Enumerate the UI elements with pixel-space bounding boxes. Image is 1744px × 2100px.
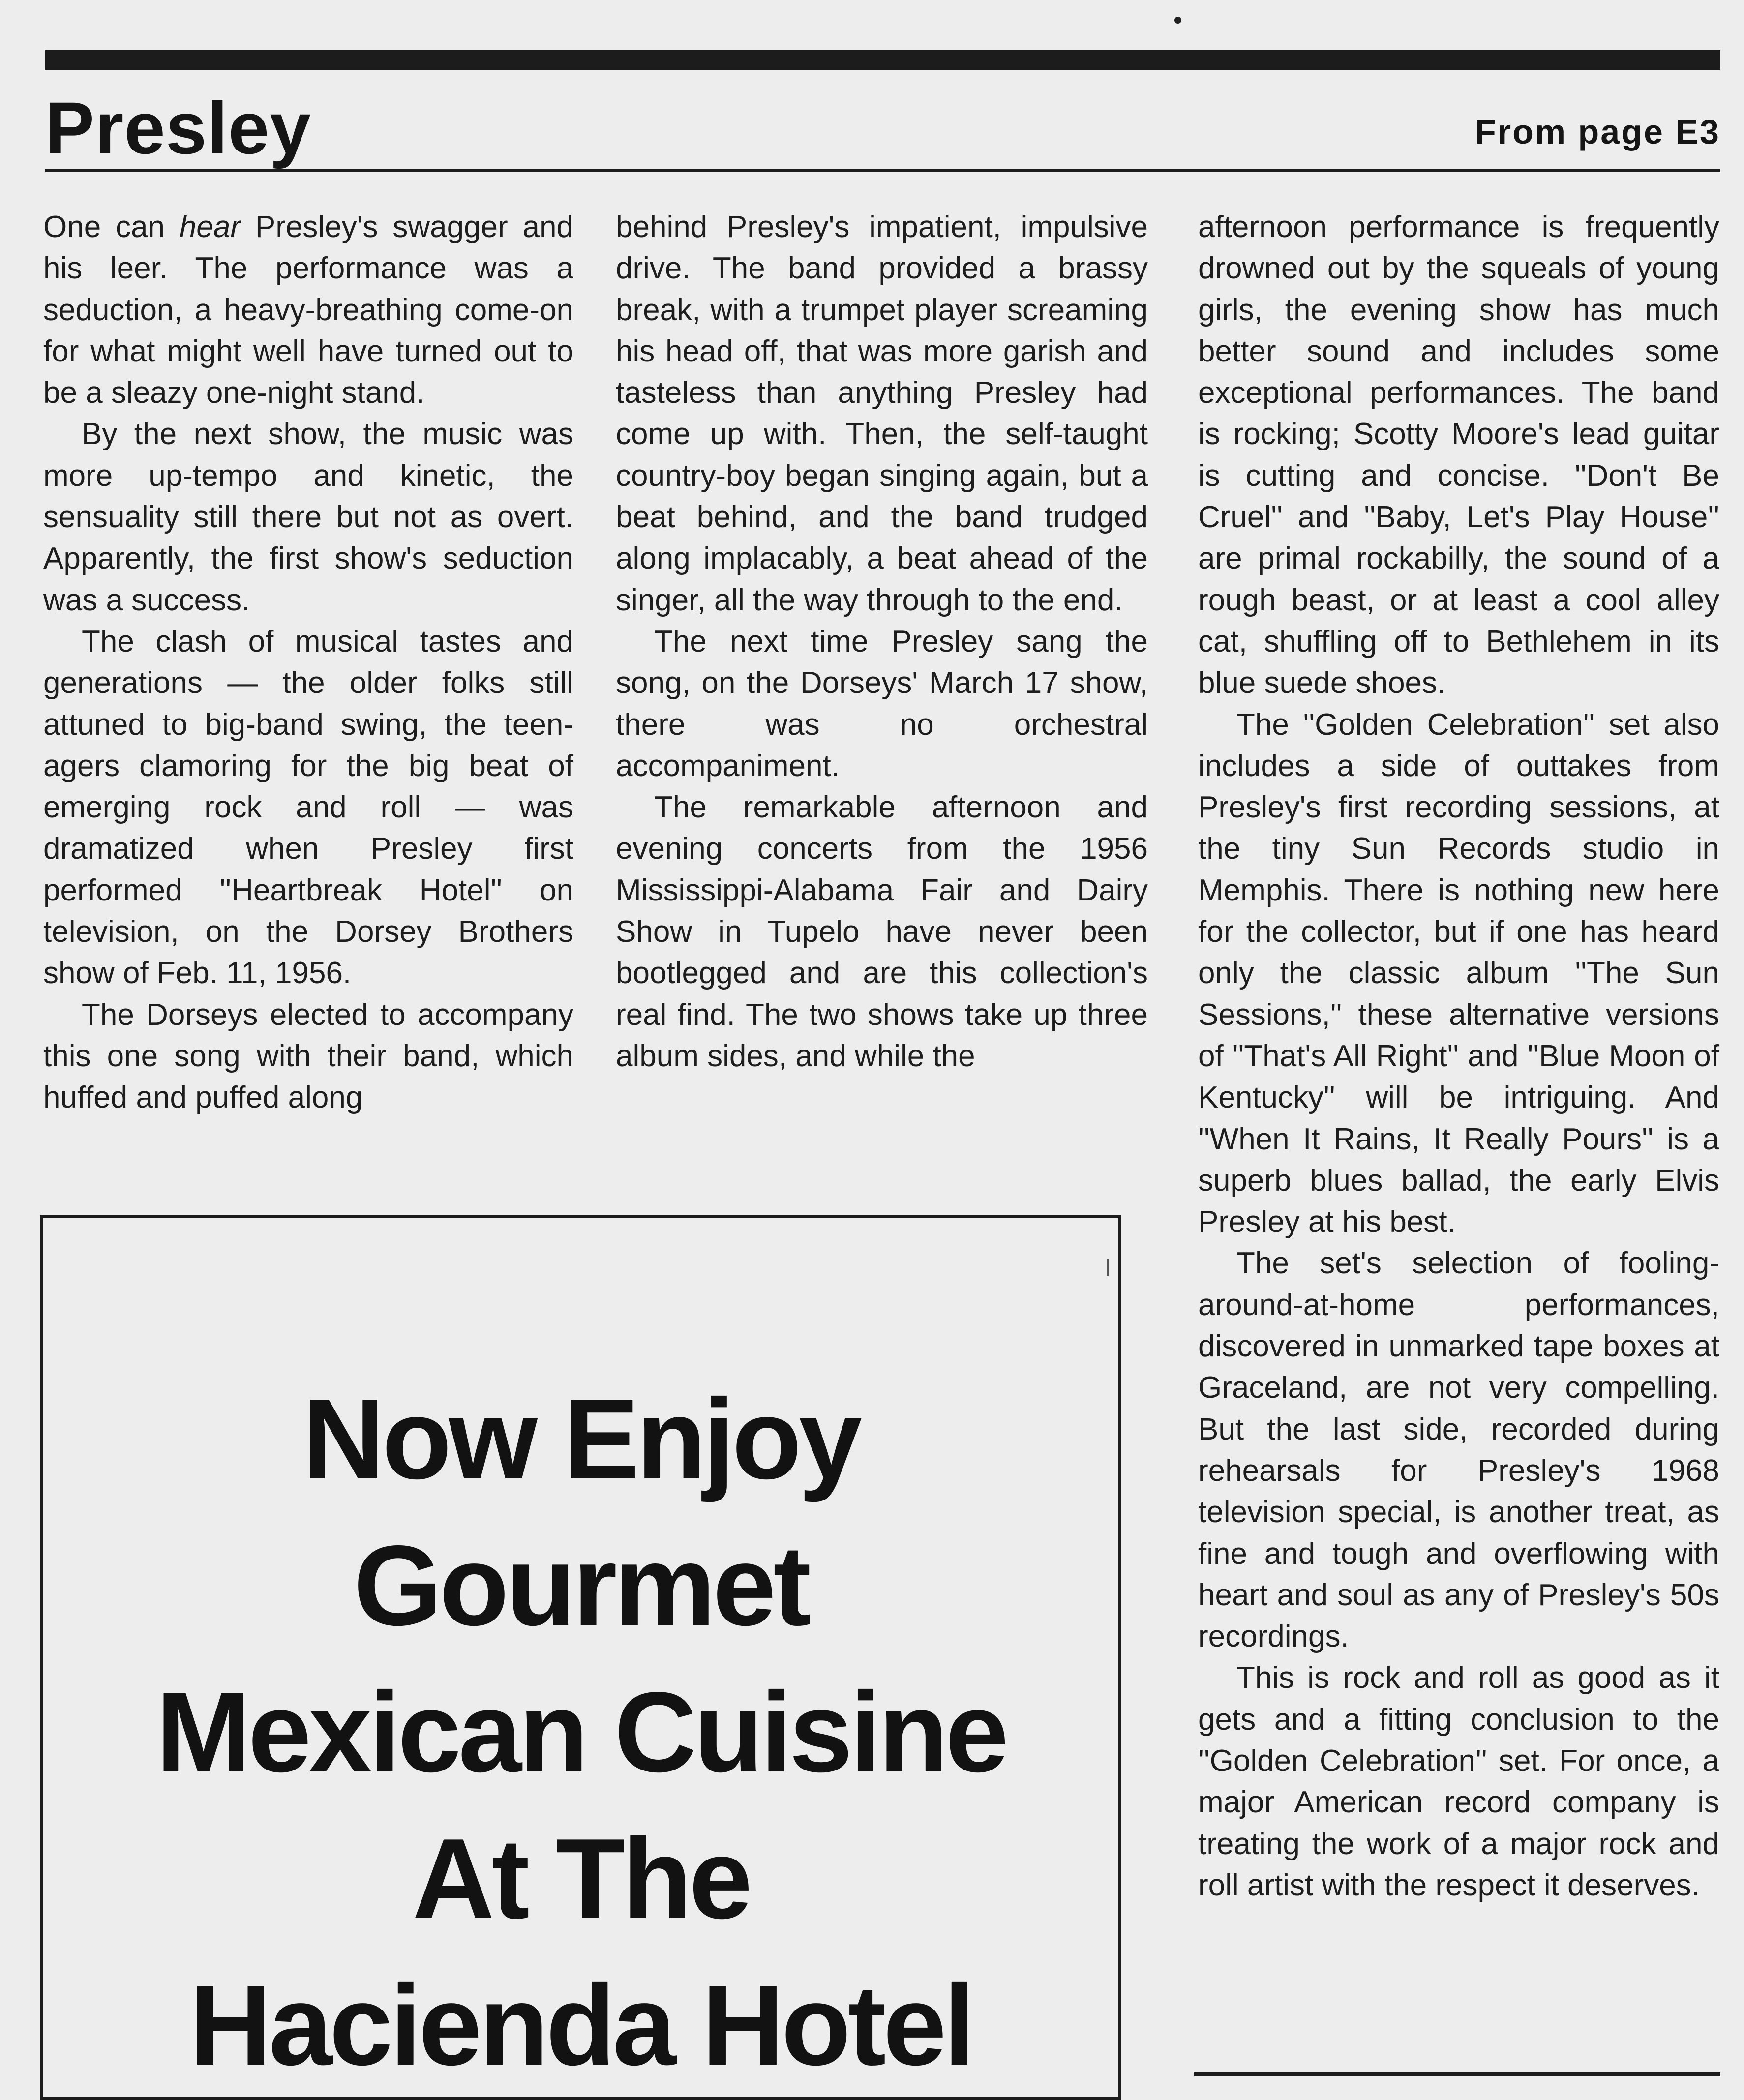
bottom-rule <box>1194 2072 1720 2076</box>
print-speck <box>1174 17 1181 24</box>
ad-line: Hacienda Hotel <box>189 1962 972 2089</box>
article-headline: Presley <box>45 87 311 169</box>
paragraph: By the next show, the music was more up-tempo and kinetic, the sensuality still there but not as overt. Apparently, the first show's seduction was a success. <box>43 417 573 617</box>
article-column-1 <box>43 207 573 1119</box>
ad-line: At The <box>412 1815 750 1943</box>
headline-rule <box>45 169 1720 172</box>
paragraph: behind Presley's impatient, impulsive drive. The band provided a brassy break, with a trumpet player screaming his head off, that was more garish and tasteless than anything Presley had come up with. Then, the self-taught country-boy began singing again, but a beat behind, and the band trudged along implacably, a beat ahead of the singer, all the way through to the end. <box>616 210 1148 617</box>
ad-line: Mexican Cuisine <box>156 1669 1006 1796</box>
paragraph: The Dorseys elected to accompany this one song with their band, which huffed and puffed along <box>43 997 573 1115</box>
jump-line: From page E3 <box>1475 113 1720 151</box>
paragraph: The next time Presley sang the song, on the Dorseys' March 17 show, there was no orchestral accompaniment. <box>616 624 1148 783</box>
ad-line: Gourmet <box>353 1522 809 1650</box>
paragraph: The remarkable afternoon and evening concerts from the 1956 Mississippi-Alabama Fair and Dairy Show in Tupelo have never been bootlegged and are this collection's real find. The two shows take up three album sides, and while the <box>616 790 1148 1073</box>
advertisement-box <box>40 1215 1121 2100</box>
paragraph: The clash of musical tastes and generations — the older folks still attuned to big-band swing, the teen-agers clamoring for the big beat of emerging rock and roll — was dramatized when Presley first performed ''Heartbreak Hotel'' on television, on the Dorsey Brothers show of Feb. 11, 1956. <box>43 624 573 990</box>
article-column-2 <box>616 207 1148 1077</box>
paragraph: The ''Golden Celebration'' set also includes a side of outtakes from Presley's first recording sessions, at the tiny Sun Records studio in Memphis. There is nothing new here for the collector, but if one has heard only the classic album ''The Sun Sessions,'' these alternative versions of ''That's All Right'' and ''Blue Moon of Kentucky'' will be intriguing. And ''When It Rains, It Really Pours'' is a superb blues ballad, the early Elvis Presley at his best. <box>1198 707 1719 1239</box>
paragraph: afternoon performance is frequently drowned out by the squeals of young girls, the evening show has much better sound and includes some exceptional performances. The band is rocking; Scotty Moore's lead guitar is cutting and concise. ''Don't Be Cruel'' and ''Baby, Let's Play House'' are primal rockabilly, the sound of a rough beast, or at least a cool alley cat, shuffling off to Bethlehem in its blue suede shoes. <box>1198 210 1719 700</box>
paragraph: One can hear Presley's swagger and his leer. The performance was a seduction, a heavy-breathing come-on for what might well have turned out to be a sleazy one-night stand. <box>43 210 573 410</box>
paragraph: This is rock and roll as good as it gets and a fitting conclusion to the ''Golden Celebration'' set. For once, a major American record company is treating the work of a major rock and roll artist with the respect it deserves. <box>1198 1661 1719 1902</box>
print-mark <box>1107 1259 1109 1276</box>
article-column-3 <box>1198 207 1719 1906</box>
top-rule <box>45 50 1720 70</box>
emphasis: hear <box>179 210 241 244</box>
ad-line: Now Enjoy <box>302 1376 859 1503</box>
paragraph: The set's selection of fooling-around-at-home performances, discovered in unmarked tape boxes at Graceland, are not very compelling. But the last side, recorded during rehearsals for Presley's 1968 television special, is another treat, as fine and tough and overflowing with heart and soul as any of Presley's 50s recordings. <box>1198 1246 1719 1654</box>
advertisement-text <box>43 1366 1118 2099</box>
